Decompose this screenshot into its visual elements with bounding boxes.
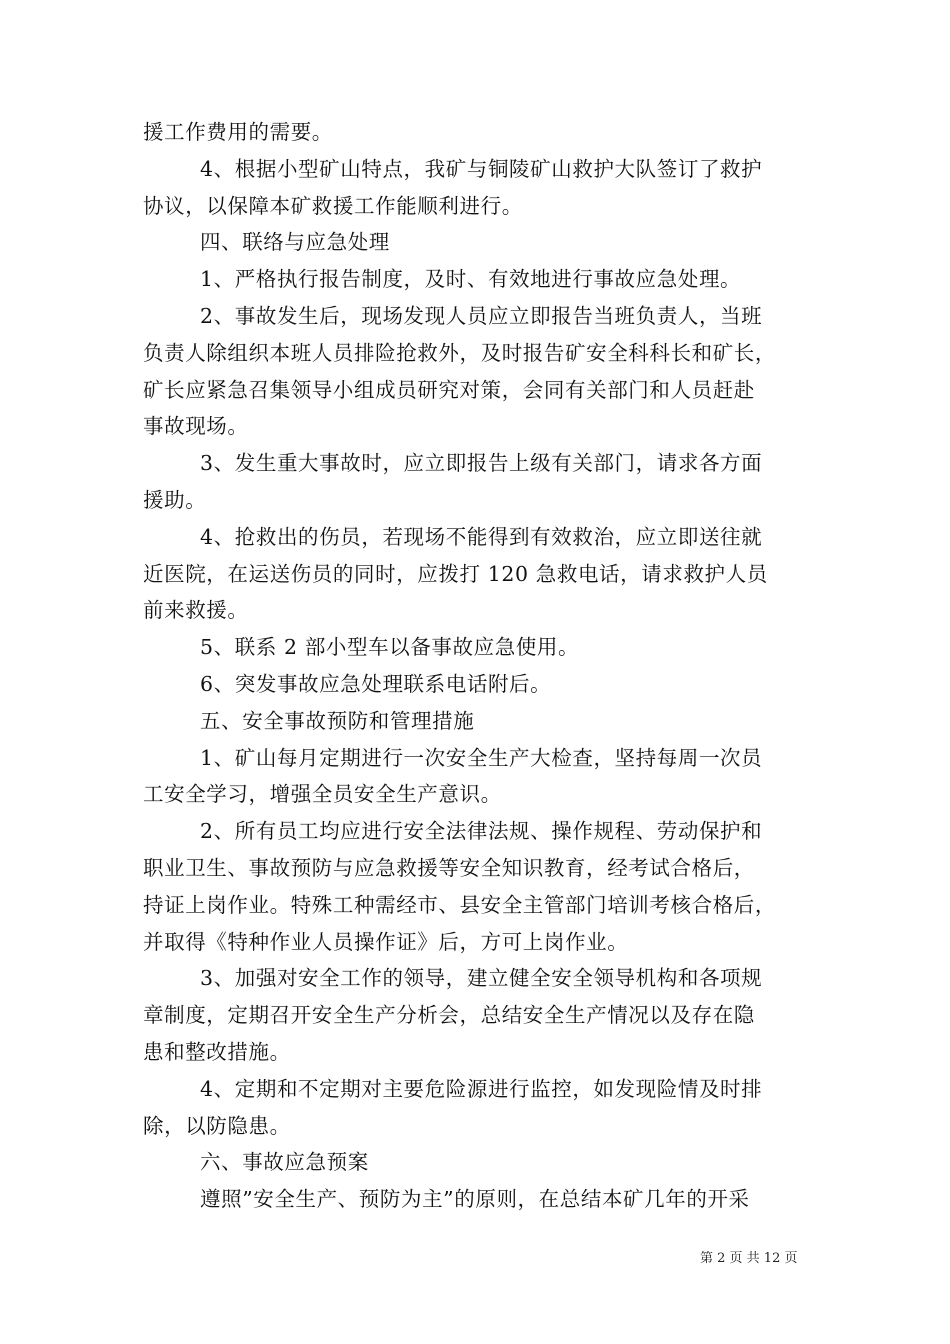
text-line: 援工作费用的需要。 (143, 120, 333, 144)
text-line: 2、事故发生后，现场发现人员应立即报告当班负责人，当班 (200, 303, 763, 328)
text-line: 患和整改措施。 (143, 1039, 291, 1064)
text-line: 工安全学习，增强全员安全生产意识。 (143, 782, 502, 807)
document-body (143, 114, 813, 1218)
text-line: 除，以防隐患。 (143, 1113, 291, 1138)
text-line: 3、发生重大事故时，应立即报告上级有关部门，请求各方面 (200, 451, 763, 476)
text-line: 章制度，定期召开安全生产分析会，总结安全生产情况以及存在隐 (143, 1003, 755, 1028)
text-line: 4、定期和不定期对主要危险源进行监控，如发现险情及时排 (200, 1076, 763, 1101)
page-number: 第 2 页 共 12 页 (700, 1251, 798, 1266)
text-line: 并取得《特种作业人员操作证》后，方可上岗作业。 (143, 929, 629, 954)
text-line: 6、突发事故应急处理联系电话附后。 (200, 671, 552, 696)
text-line: 矿长应紧急召集领导小组成员研究对策，会同有关部门和人员赶赴 (143, 377, 755, 402)
text-line: 职业卫生、事故预防与应急救援等安全知识教育，经考试合格后， (143, 855, 755, 880)
text-line: 持证上岗作业。特殊工种需经市、县安全主管部门培训考核合格后， (143, 892, 776, 917)
text-line: 4、根据小型矿山特点，我矿与铜陵矿山救护大队签订了救护 (200, 156, 763, 181)
text-line: 4、抢救出的伤员，若现场不能得到有效救治，应立即送往就 (200, 524, 763, 549)
text-line: 负责人除组织本班人员排险抢救外，及时报告矿安全科科长和矿长， (143, 340, 776, 365)
text-line: 前来救援。 (143, 598, 249, 623)
text-line: 1、严格执行报告制度，及时、有效地进行事故应急处理。 (200, 267, 742, 292)
text-line: 遵照”安全生产、预防为主”的原则，在总结本矿几年的开采 (200, 1187, 750, 1212)
text-line: 近医院，在运送伤员的同时，应拨打 120 急救电话，请求救护人员 (143, 561, 768, 586)
text-line: 5、联系 2 部小型车以备事故应急使用。 (200, 635, 580, 660)
text-line: 2、所有员工均应进行安全法律法规、操作规程、劳动保护和 (200, 819, 763, 844)
text-line: 协议，以保障本矿救援工作能顺利进行。 (143, 193, 523, 218)
section-heading: 五、安全事故预防和管理措施 (200, 708, 475, 733)
text-line: 1、矿山每月定期进行一次安全生产大检查，坚持每周一次员 (200, 745, 763, 770)
section-heading: 四、联络与应急处理 (200, 230, 390, 255)
section-heading: 六、事故应急预案 (200, 1150, 369, 1175)
text-line: 事故现场。 (143, 414, 249, 439)
text-line: 援助。 (143, 487, 207, 512)
text-line: 3、加强对安全工作的领导，建立健全安全领导机构和各项规 (200, 966, 763, 991)
